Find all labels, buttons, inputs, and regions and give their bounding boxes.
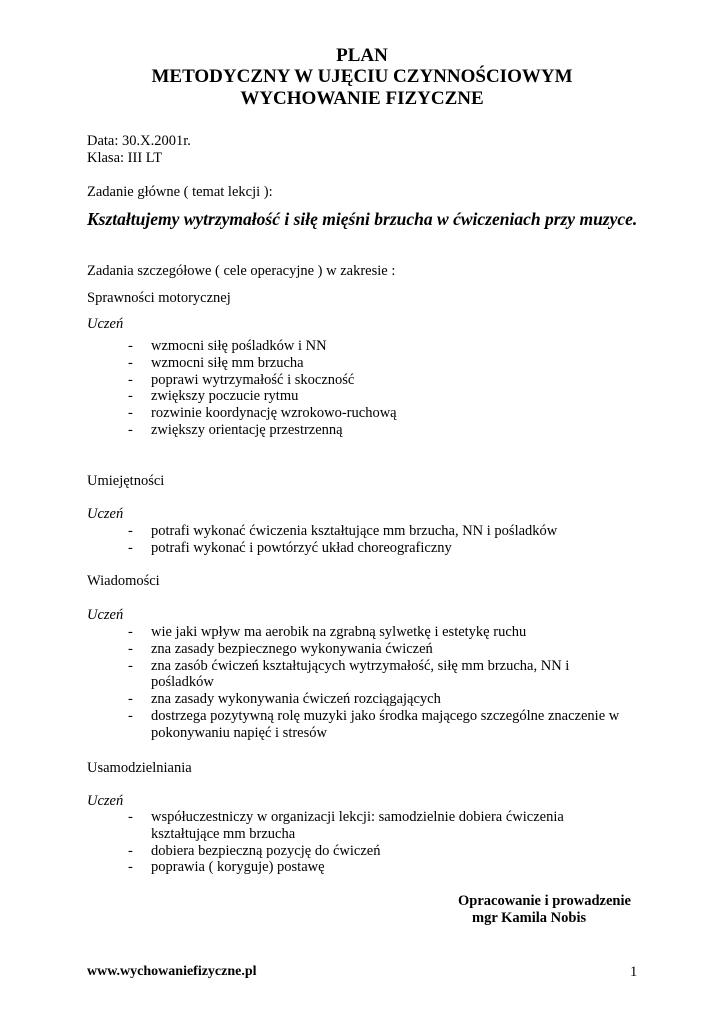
lesson-date: Data: 30.X.2001r. xyxy=(87,133,191,149)
student-label-independence: Uczeń xyxy=(87,793,124,809)
lesson-topic: Kształtujemy wytrzymałość i siłę mięśni brzucha w ćwiczeniach przy muzyce. xyxy=(87,209,638,229)
motor-goals-list xyxy=(128,338,397,439)
list-item: - zna zasób ćwiczeń kształtujących wytrzymałość, siłę mm brzucha, NN i pośladków xyxy=(128,657,570,691)
list-item: - współuczestniczy w organizacji lekcji: samodzielnie dobiera ćwiczenia kształtujące mm brzucha xyxy=(128,809,564,842)
detailed-tasks-label: Zadania szczegółowe ( cele operacyjne ) w zakresie : xyxy=(87,263,396,279)
student-label-motor: Uczeń xyxy=(87,316,124,332)
student-label-knowledge: Uczeń xyxy=(87,607,124,623)
main-task-label: Zadanie główne ( temat lekcji ): xyxy=(87,184,273,200)
list-item: - dobiera bezpieczną pozycję do ćwiczeń xyxy=(128,842,381,859)
list-item: - wzmocni siłę mm brzucha xyxy=(128,354,304,371)
list-item: - rozwinie koordynację wzrokowo-ruchową xyxy=(128,405,397,422)
section-heading-skills: Umiejętności xyxy=(87,473,165,489)
section-heading-knowledge: Wiadomości xyxy=(87,573,160,589)
student-label-skills: Uczeń xyxy=(87,506,124,522)
signature-prepared-by: Opracowanie i prowadzenie xyxy=(458,893,631,909)
list-item: - wie jaki wpływ ma aerobik na zgrabną sylwetkę i estetykę ruchu xyxy=(128,624,527,640)
list-item: - zna zasady bezpiecznego wykonywania ćwiczeń xyxy=(128,640,433,657)
signature-author-name: mgr Kamila Nobis xyxy=(472,910,587,926)
footer-page-number: 1 xyxy=(630,964,638,980)
document-title-method: METODYCZNY W UJĘCIU CZYNNOŚCIOWYM xyxy=(151,66,573,87)
section-heading-motor: Sprawności motorycznej xyxy=(87,290,231,306)
list-item: - zwiększy orientację przestrzenną xyxy=(128,421,343,438)
footer-website-url: www.wychowaniefizyczne.pl xyxy=(87,964,257,979)
list-item: - poprawia ( koryguje) postawę xyxy=(128,859,325,876)
independence-goals-list xyxy=(128,809,631,876)
document-title-plan: PLAN xyxy=(336,45,388,66)
document-title-subject: WYCHOWANIE FIZYCZNE xyxy=(240,88,484,109)
list-item: - zwiększy poczucie rytmu xyxy=(128,388,299,405)
list-item: - wzmocni siłę pośladków i NN xyxy=(128,338,327,354)
list-item: - potrafi wykonać ćwiczenia kształtujące mm brzucha, NN i pośladków xyxy=(128,523,558,539)
list-item: - potrafi wykonać i powtórzyć układ choreograficzny xyxy=(128,539,452,556)
skills-goals-list xyxy=(128,523,557,557)
lesson-class: Klasa: III LT xyxy=(87,150,163,166)
knowledge-goals-list xyxy=(128,624,631,742)
list-item: - poprawi wytrzymałość i skoczność xyxy=(128,371,355,388)
section-heading-independence: Usamodzielniania xyxy=(87,760,192,776)
list-item: - dostrzega pozytywną rolę muzyki jako środka mającego szczególne znaczenie w pokonywaniu napięć i stresów xyxy=(128,707,620,741)
list-item: - zna zasady wykonywania ćwiczeń rozciągających xyxy=(128,691,441,708)
